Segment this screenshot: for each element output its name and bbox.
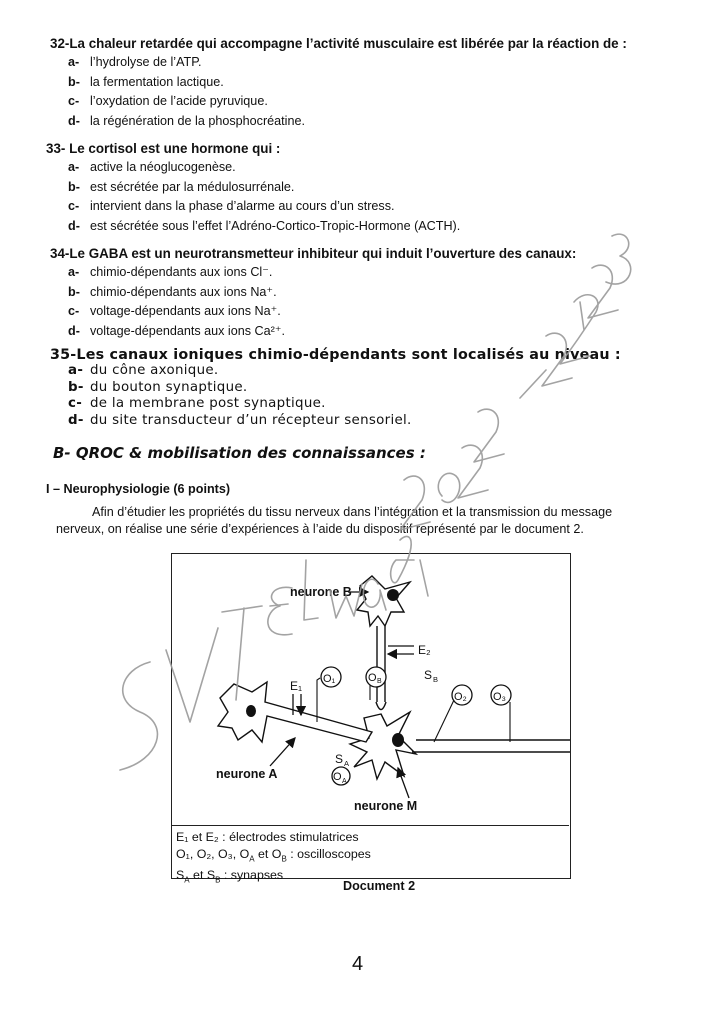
option-letter: c- [68, 396, 83, 411]
option-text: l’oxydation de l’acide pyruvique. [90, 94, 268, 109]
label-oa: O [333, 771, 342, 783]
legend-sub: B [281, 854, 287, 864]
question-title: 32-La chaleur retardée qui accompagne l’activité musculaire est libérée par la réaction de : [50, 36, 627, 51]
neurone-a-nucleus [246, 705, 256, 717]
option-letter: a- [68, 363, 84, 378]
option-text: est sécrétée sous l’effet l’Adréno-Cortico-Tropic-Hormone (ACTH). [90, 218, 461, 233]
intro-paragraph [56, 504, 686, 538]
option-b [68, 178, 460, 198]
question-33 [46, 141, 460, 236]
label-sa: S [335, 752, 344, 766]
label-sb-sub: B [433, 675, 439, 684]
option-c [68, 396, 621, 413]
option-text: chimio-dépendants aux ions Na⁺. [90, 284, 277, 299]
label-oa-sub: A [342, 778, 347, 785]
synapse-b-bouton [376, 702, 386, 710]
option-text: de la membrane post synaptique. [90, 396, 326, 411]
option-d [68, 322, 576, 342]
neurone-b-body [357, 576, 410, 626]
axon-b [377, 626, 385, 702]
option-letter: a- [68, 265, 80, 279]
label-o2: O₂ [454, 691, 467, 703]
option-text: active la néoglucogenèse. [90, 160, 236, 174]
o2-lead [434, 700, 454, 742]
label-e2: E₂ [418, 643, 431, 657]
label-e1: E₁ [290, 679, 303, 693]
label-ob: O [368, 672, 377, 684]
neurone-m-nucleus [392, 733, 404, 747]
label-o3: O₃ [493, 691, 507, 703]
option-text: est sécrétée par la médulosurrénale. [90, 179, 295, 194]
figure-legend [176, 829, 371, 889]
legend-text: : oscilloscopes [286, 847, 371, 861]
legend-text: et O [254, 847, 282, 861]
legend-text: S [176, 868, 185, 883]
question-35 [50, 347, 621, 429]
label-neurone-m: neurone M [354, 799, 418, 813]
option-d [68, 112, 627, 132]
option-c [68, 302, 576, 322]
axon-m [412, 740, 570, 752]
arrow-neurone-a [270, 738, 295, 766]
option-text: du cône axonique. [90, 363, 219, 378]
option-b [68, 73, 627, 93]
legend-line-1: E₁ et E₂ : électrodes stimulatrices [176, 830, 359, 844]
label-neurone-b: neurone B [290, 585, 352, 599]
option-letter: b- [68, 379, 84, 395]
option-letter: d- [68, 412, 84, 428]
option-d [68, 413, 621, 430]
option-text: du bouton synaptique. [90, 379, 248, 395]
neurone-b-nucleus [387, 589, 399, 601]
option-letter: b- [68, 179, 80, 194]
legend-sub: A [249, 854, 255, 864]
page-number: 4 [352, 953, 364, 975]
option-d [68, 217, 460, 237]
label-ob-sub: B [377, 678, 382, 685]
option-letter: b- [68, 74, 80, 89]
option-letter: b- [68, 284, 80, 299]
legend-line-3 [176, 867, 371, 888]
question-32 [50, 36, 627, 131]
question-title: 34-Le GABA est un neurotransmetteur inhibiteur qui induit l’ouverture des canaux: [50, 246, 577, 261]
option-letter: c- [68, 94, 80, 109]
option-text: la régénération de la phosphocréatine. [90, 113, 305, 128]
label-sa-sub: A [344, 759, 350, 768]
legend-text: et S [189, 868, 216, 883]
option-c [68, 92, 627, 112]
subsection-heading: I – Neurophysiologie (6 points) [46, 482, 231, 496]
option-letter: a- [68, 55, 80, 69]
option-text: du site transducteur d’un récepteur sensoriel. [90, 412, 412, 428]
legend-text: : synapses [220, 868, 284, 883]
intro-line-2: nerveux, on réalise une série d’expériences à l’aide du dispositif représenté par le document 2. [56, 522, 584, 536]
option-letter: d- [68, 218, 80, 233]
question-34 [50, 246, 576, 341]
o1-lead [317, 678, 320, 722]
option-letter: d- [68, 323, 80, 338]
option-c [68, 197, 460, 217]
document-caption: Document 2 [343, 879, 416, 893]
option-a [68, 158, 460, 178]
label-o1: O₁ [323, 673, 336, 685]
option-text: l’hydrolyse de l’ATP. [90, 55, 202, 69]
option-letter: d- [68, 113, 80, 128]
legend-divider [171, 825, 569, 826]
legend-text: O₁, O₂, O₃, O [176, 847, 250, 861]
section-b-heading: B- QROC & mobilisation des connaissances : [53, 444, 426, 462]
question-title: 35-Les canaux ioniques chimio-dépendants sont localisés au niveau : [50, 347, 621, 363]
electrode-e2 [388, 646, 414, 654]
option-letter: a- [68, 160, 80, 174]
intro-line-1: Afin d’étudier les propriétés du tissu nerveux dans l’intégration et la transmission du message [92, 505, 613, 519]
option-text: voltage-dépendants aux ions Na⁺. [90, 304, 281, 319]
option-text: chimio-dépendants aux ions Cl⁻. [90, 265, 273, 279]
option-a [68, 263, 576, 283]
label-sb: S [424, 668, 433, 682]
legend-line-2 [176, 846, 371, 867]
label-neurone-a: neurone A [216, 767, 278, 781]
option-text: intervient dans la phase d’alarme au cours d’un stress. [90, 199, 395, 214]
option-b [68, 283, 576, 303]
option-b [68, 380, 621, 397]
legend-sub: B [215, 875, 221, 885]
neurone-m-body [350, 712, 416, 779]
option-a [68, 53, 627, 73]
option-text: voltage-dépendants aux ions Ca²⁺. [90, 323, 285, 338]
legend-sub: A [184, 875, 190, 885]
option-letter: c- [68, 199, 80, 214]
option-letter: c- [68, 304, 80, 319]
question-title: 33- Le cortisol est une hormone qui : [46, 141, 281, 156]
option-a [68, 363, 621, 380]
option-text: la fermentation lactique. [90, 74, 224, 89]
